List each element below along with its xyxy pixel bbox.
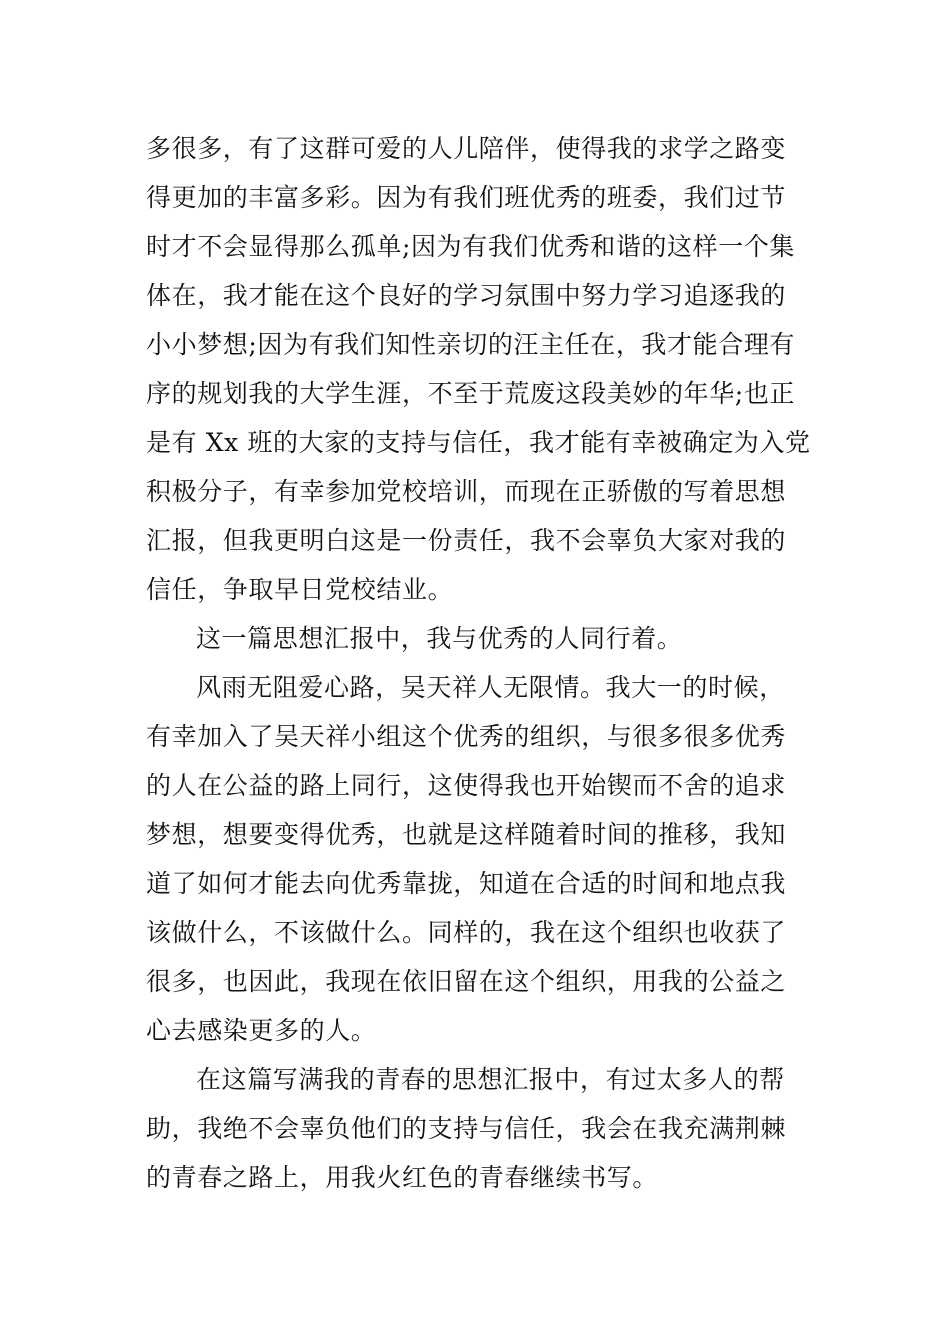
text-line: 梦想，想要变得优秀，也就是这样随着时间的推移，我知 [146,820,787,849]
document-body [146,124,811,1202]
text-line: 该做什么，不该做什么。同样的，我在这个组织也收获了 [146,918,787,947]
text-line: 道了如何才能去向优秀靠拢，知道在合适的时间和地点我 [146,869,787,898]
text-line: 助，我绝不会辜负他们的支持与信任，我会在我充满荆棘 [146,1114,787,1143]
text-line: 汇报，但我更明白这是一份责任，我不会辜负大家对我的 [146,526,787,555]
text-line: 信任，争取早日党校结业。 [146,575,454,604]
text-line: 这一篇思想汇报中，我与优秀的人同行着。 [196,624,683,653]
text-line: 体在，我才能在这个良好的学习氛围中努力学习追逐我的 [146,281,787,310]
text-line: 很多，也因此，我现在依旧留在这个组织，用我的公益之 [146,967,787,996]
text-line: 有幸加入了吴天祥小组这个优秀的组织，与很多很多优秀 [146,722,787,751]
text-line: 风雨无阻爱心路，吴天祥人无限情。我大一的时候， [196,673,785,702]
text-line: 序的规划我的大学生涯，不至于荒废这段美妙的年华;也正 [146,379,796,408]
text-line: 多很多，有了这群可爱的人儿陪伴，使得我的求学之路变 [146,134,787,163]
text-line: 心去感染更多的人。 [146,1016,377,1045]
text-line: 得更加的丰富多彩。因为有我们班优秀的班委，我们过节 [146,183,787,212]
text-line: 时才不会显得那么孤单;因为有我们优秀和谐的这样一个集 [146,232,796,261]
text-line: 小小梦想;因为有我们知性亲切的汪主任在，我才能合理有 [146,330,796,359]
text-line: 是有 Xx 班的大家的支持与信任，我才能有幸被确定为入党 [146,428,811,457]
text-line: 的青春之路上，用我火红色的青春继续书写。 [146,1163,659,1192]
text-line: 积极分子，有幸参加党校培训，而现在正骄傲的写着思想 [146,477,787,506]
text-line: 在这篇写满我的青春的思想汇报中，有过太多人的帮 [196,1065,785,1094]
text-line: 的人在公益的路上同行，这使得我也开始锲而不舍的追求 [146,771,787,800]
